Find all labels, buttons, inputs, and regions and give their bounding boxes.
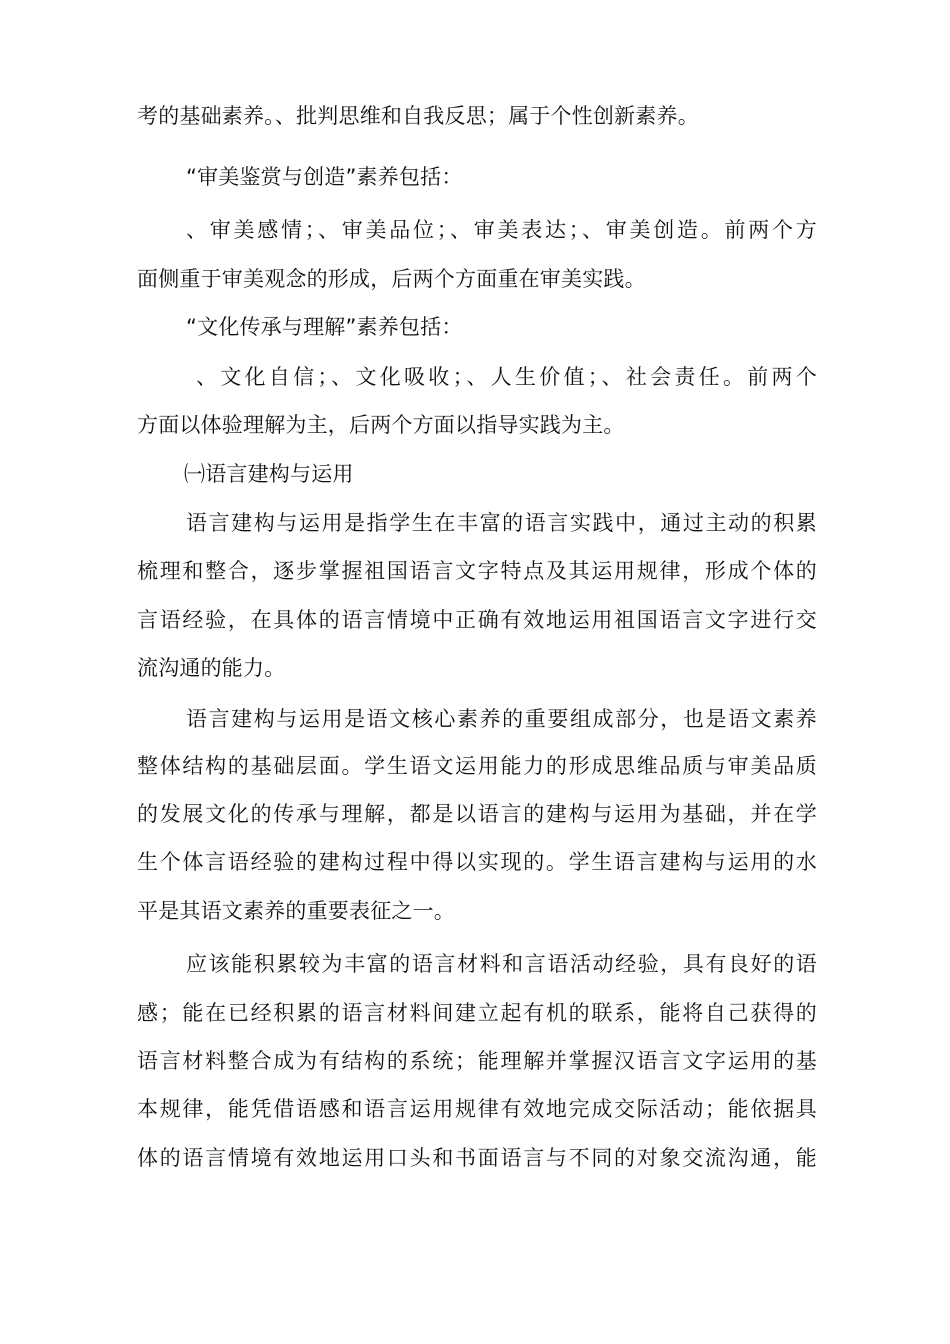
text-line: 语言材料整合成为有结构的系统；能理解并掌握汉语言文字运用的基: [137, 1049, 817, 1073]
text-line: 感；能在已经积累的语言材料间建立起有机的联系，能将自己获得的: [137, 1001, 817, 1025]
text-line: 本规律，能凭借语感和语言运用规律有效地完成交际活动；能依据具: [137, 1097, 817, 1121]
text-line: 平是其语文素养的重要表征之一。: [137, 899, 455, 923]
text-line: 言语经验，在具体的语言情境中正确有效地运用祖国语言文字进行交: [137, 608, 817, 632]
section-intro-aesthetic: “审美鉴赏与创造”素养包括：: [186, 165, 463, 189]
text-line: 梳理和整合，逐步掌握祖国语言文字特点及其运用规律，形成个体的: [137, 559, 817, 583]
text-line: 语言建构与运用是指学生在丰富的语言实践中，通过主动的积累: [186, 511, 817, 535]
text-line: 方面以体验理解为主，后两个方面以指导实践为主。: [137, 413, 625, 437]
text-line: 体的语言情境有效地运用口头和书面语言与不同的对象交流沟通，能: [137, 1146, 817, 1170]
text-line: 、审美感情；、审美品位；、审美表达；、审美创造。前两个方: [186, 218, 817, 242]
text-line: 考的基础素养。、批判思维和自我反思；属于个性创新素养。: [137, 104, 699, 128]
text-line: 、文化自信；、文化吸收；、人生价值；、社会责任。前两个: [196, 365, 817, 389]
text-line: 的发展文化的传承与理解，都是以语言的建构与运用为基础，并在学: [137, 802, 817, 826]
text-line: 语言建构与运用是语文核心素养的重要组成部分，也是语文素养: [186, 707, 817, 731]
section-heading: ㈠语言建构与运用: [184, 462, 354, 486]
section-intro-culture: “文化传承与理解”素养包括：: [186, 315, 463, 339]
text-line: 生个体言语经验的建构过程中得以实现的。学生语言建构与运用的水: [137, 850, 817, 874]
text-line: 流沟通的能力。: [137, 656, 286, 680]
text-line: 面侧重于审美观念的形成，后两个方面重在审美实践。: [137, 267, 646, 291]
text-line: 应该能积累较为丰富的语言材料和言语活动经验，具有良好的语: [186, 952, 817, 976]
text-line: 整体结构的基础层面。学生语文运用能力的形成思维品质与审美品质: [137, 754, 817, 778]
